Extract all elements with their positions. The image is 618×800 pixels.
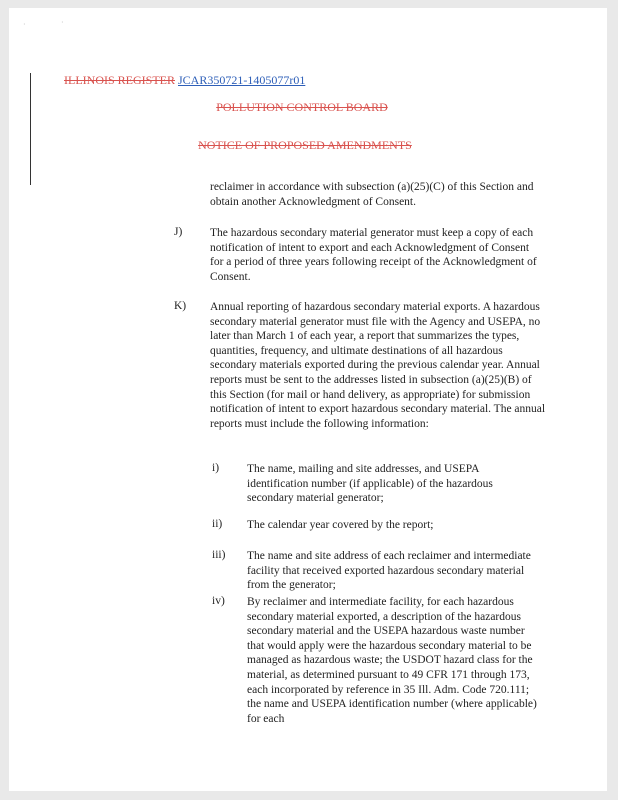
item-j-label: J) — [174, 226, 183, 238]
item-k-label: K) — [174, 300, 187, 312]
continuation-paragraph: reclaimer in accordance with subsection (a)(25)(C) of this Section and obtain another Acknowledgment of Consent. — [210, 181, 534, 208]
register-header — [64, 73, 305, 88]
subitem-iv-text: By reclaimer and intermediate facility, for each hazardous secondary material exported, a description of the hazardous secondary material and the USEPA hazardous waste number that would apply were the hazardous secondary material to be managed as hazardous waste; the USDOT hazard class for the material, as determined pursuant to 49 CFR 171 through 173, each incorporated by reference in 35 Ill. Adm. Code 720.111; the name and USEPA identification number (where applicable) for each — [247, 596, 537, 725]
notice-title — [6, 138, 604, 153]
jcar-inserted-text: JCAR350721-1405077r01 — [178, 73, 306, 87]
subitem-iv-label: iv) — [212, 595, 225, 607]
subitem-i-label: i) — [212, 462, 220, 474]
board-title-text: POLLUTION CONTROL BOARD — [216, 100, 388, 114]
item-j-text: The hazardous secondary material generator must keep a copy of each notification of intent to export and each Acknowledgment of Consent for a period of three years following receipt of the Acknowledgment of Consent. — [210, 227, 537, 283]
subitem-iii-text: The name and site address of each reclaimer and intermediate facility that received exported hazardous secondary material from the generator; — [247, 550, 531, 592]
change-margin-bar — [30, 73, 31, 185]
subitem-iii-label: iii) — [212, 549, 226, 561]
register-struck-text: ILLINOIS REGISTER — [64, 73, 175, 87]
notice-title-text: NOTICE OF PROPOSED AMENDMENTS — [198, 138, 412, 152]
scan-speck: · — [23, 20, 26, 29]
subitem-i-text: The name, mailing and site addresses, and USEPA identification number (if applicable) of the hazardous secondary material generator; — [247, 463, 493, 505]
board-title — [3, 100, 601, 115]
subitem-ii-text: The calendar year covered by the report; — [247, 519, 434, 531]
item-k-text: Annual reporting of hazardous secondary material exports. A hazardous secondary material generator must file with the Agency and USEPA, no later than March 1 of each year, a report that summarizes the types, quantities, frequency, and ultimate destinations of all hazardous secondary materials exported during the previous calendar year. Annual reports must be sent to the addresses listed in subsection (a)(25)(B) of this Section (for mail or hand delivery, as appropriate) for submission notification of intent to export hazardous secondary material. The annual reports must include the following information: — [210, 301, 546, 430]
subitem-ii-label: ii) — [212, 518, 223, 530]
document-page — [9, 8, 607, 791]
scan-speck: · — [61, 18, 64, 27]
